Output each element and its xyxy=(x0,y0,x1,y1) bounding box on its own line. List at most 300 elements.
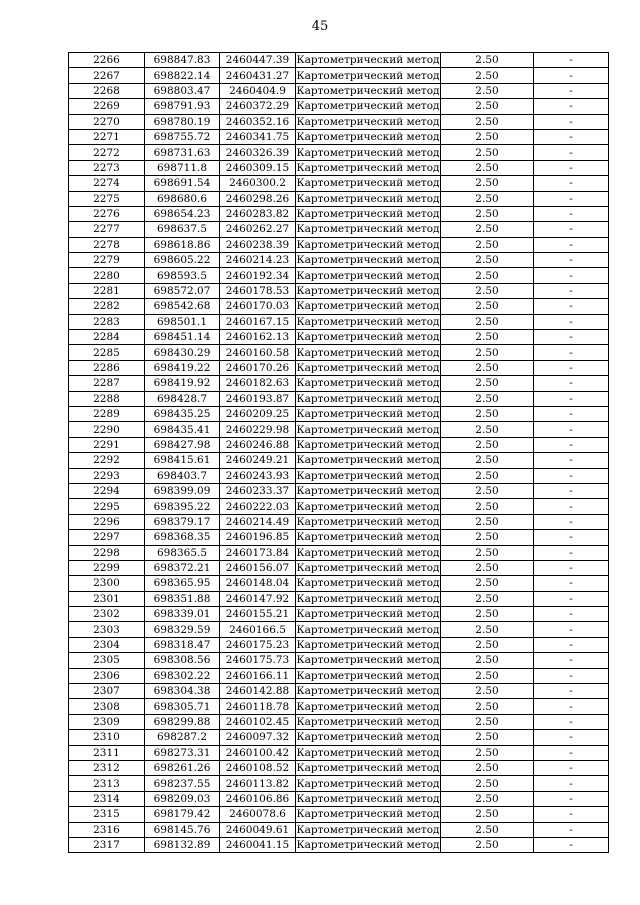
accuracy-cell: 2.50 xyxy=(441,129,534,144)
table-row xyxy=(69,330,609,345)
y-coordinate-cell: 2460193.87 xyxy=(220,391,296,406)
accuracy-cell: 2.50 xyxy=(441,607,534,622)
x-coordinate-cell: 698755.72 xyxy=(145,129,220,144)
method-cell: Картометрический метод xyxy=(296,423,440,436)
accuracy-cell: 2.50 xyxy=(441,637,534,652)
y-coordinate-cell: 2460309.15 xyxy=(220,160,296,175)
accuracy-cell: 2.50 xyxy=(441,206,534,221)
y-coordinate-cell: 2460372.29 xyxy=(220,99,296,114)
x-coordinate-cell: 698542.68 xyxy=(145,299,220,314)
description-cell: - xyxy=(534,607,609,622)
table-row xyxy=(69,622,609,637)
description-cell: - xyxy=(534,483,609,498)
description-cell: - xyxy=(534,53,609,68)
method-cell: Картометрический метод xyxy=(296,377,440,390)
table-row xyxy=(69,837,609,852)
description-cell: - xyxy=(534,514,609,529)
method-cell: Картометрический метод xyxy=(296,392,440,405)
y-coordinate-cell: 2460283.82 xyxy=(220,206,296,221)
accuracy-cell: 2.50 xyxy=(441,576,534,591)
table-row xyxy=(69,406,609,421)
accuracy-cell: 2.50 xyxy=(441,253,534,268)
y-coordinate-cell: 2460238.39 xyxy=(220,237,296,252)
method-cell: Картометрический метод xyxy=(296,362,440,374)
point-number-cell: 2280 xyxy=(69,268,145,283)
y-coordinate-cell: 2460097.32 xyxy=(220,730,296,745)
point-number-cell: 2317 xyxy=(69,837,145,852)
y-coordinate-cell: 2460175.73 xyxy=(220,653,296,668)
x-coordinate-cell: 698451.14 xyxy=(145,330,220,345)
x-coordinate-cell: 698365.95 xyxy=(145,576,220,591)
x-coordinate-cell: 698654.23 xyxy=(145,206,220,221)
y-coordinate-cell: 2460106.86 xyxy=(220,791,296,806)
point-number-cell: 2282 xyxy=(69,299,145,314)
method-cell: Картометрический метод xyxy=(296,54,440,67)
point-number-cell: 2279 xyxy=(69,253,145,268)
y-coordinate-cell: 2460182.63 xyxy=(220,376,296,391)
y-coordinate-cell: 2460341.75 xyxy=(220,129,296,144)
accuracy-cell: 2.50 xyxy=(441,760,534,775)
method-cell: Картометрический метод xyxy=(296,315,440,328)
point-number-cell: 2315 xyxy=(69,807,145,822)
accuracy-cell: 2.50 xyxy=(441,453,534,468)
x-coordinate-cell: 698680.6 xyxy=(145,191,220,206)
table-row xyxy=(69,237,609,252)
accuracy-cell: 2.50 xyxy=(441,807,534,822)
table-row xyxy=(69,283,609,298)
y-coordinate-cell: 2460404.9 xyxy=(220,83,296,98)
method-cell: Картометрический метод xyxy=(296,131,440,144)
table-row xyxy=(69,668,609,683)
point-number-cell: 2299 xyxy=(69,560,145,575)
description-cell: - xyxy=(534,299,609,314)
description-cell: - xyxy=(534,776,609,791)
table-row xyxy=(69,83,609,98)
y-coordinate-cell: 2460243.93 xyxy=(220,468,296,483)
y-coordinate-cell: 2460175.23 xyxy=(220,637,296,652)
method-cell: Картометрический метод xyxy=(296,454,440,467)
x-coordinate-cell: 698803.47 xyxy=(145,83,220,98)
x-coordinate-cell: 698304.38 xyxy=(145,684,220,699)
y-coordinate-cell: 2460166.11 xyxy=(220,668,296,683)
accuracy-cell: 2.50 xyxy=(441,237,534,252)
y-coordinate-cell: 2460078.6 xyxy=(220,807,296,822)
point-number-cell: 2292 xyxy=(69,453,145,468)
x-coordinate-cell: 698822.14 xyxy=(145,68,220,83)
description-cell: - xyxy=(534,760,609,775)
description-cell: - xyxy=(534,191,609,206)
description-cell: - xyxy=(534,145,609,160)
table-row xyxy=(69,591,609,606)
accuracy-cell: 2.50 xyxy=(441,514,534,529)
point-number-cell: 2270 xyxy=(69,114,145,129)
method-cell: Картометрический метод xyxy=(296,469,440,482)
y-coordinate-cell: 2460155.21 xyxy=(220,607,296,622)
method-cell: Картометрический метод xyxy=(296,438,440,451)
point-number-cell: 2286 xyxy=(69,360,145,375)
method-cell: Картометрический метод xyxy=(296,208,440,221)
description-cell: - xyxy=(534,330,609,345)
description-cell: - xyxy=(534,653,609,668)
coordinates-table-body xyxy=(69,53,609,853)
y-coordinate-cell: 2460142.88 xyxy=(220,684,296,699)
table-row xyxy=(69,530,609,545)
table-row xyxy=(69,576,609,591)
accuracy-cell: 2.50 xyxy=(441,268,534,283)
y-coordinate-cell: 2460249.21 xyxy=(220,453,296,468)
x-coordinate-cell: 698179.42 xyxy=(145,807,220,822)
table-row xyxy=(69,253,609,268)
coordinates-table xyxy=(68,52,609,853)
x-coordinate-cell: 698379.17 xyxy=(145,514,220,529)
description-cell: - xyxy=(534,699,609,714)
point-number-cell: 2309 xyxy=(69,714,145,729)
description-cell: - xyxy=(534,283,609,298)
x-coordinate-cell: 698593.5 xyxy=(145,268,220,283)
point-number-cell: 2307 xyxy=(69,684,145,699)
accuracy-cell: 2.50 xyxy=(441,222,534,237)
point-number-cell: 2305 xyxy=(69,653,145,668)
description-cell: - xyxy=(534,253,609,268)
point-number-cell: 2266 xyxy=(69,53,145,68)
accuracy-cell: 2.50 xyxy=(441,791,534,806)
point-number-cell: 2314 xyxy=(69,791,145,806)
x-coordinate-cell: 698691.54 xyxy=(145,176,220,191)
y-coordinate-cell: 2460352.16 xyxy=(220,114,296,129)
table-row xyxy=(69,607,609,622)
description-cell: - xyxy=(534,222,609,237)
description-cell: - xyxy=(534,237,609,252)
point-number-cell: 2306 xyxy=(69,668,145,683)
description-cell: - xyxy=(534,176,609,191)
accuracy-cell: 2.50 xyxy=(441,714,534,729)
method-cell: Картометрический метод xyxy=(296,746,440,759)
accuracy-cell: 2.50 xyxy=(441,668,534,683)
table-row xyxy=(69,483,609,498)
x-coordinate-cell: 698501.1 xyxy=(145,314,220,329)
x-coordinate-cell: 698637.5 xyxy=(145,222,220,237)
accuracy-cell: 2.50 xyxy=(441,53,534,68)
point-number-cell: 2272 xyxy=(69,145,145,160)
y-coordinate-cell: 2460431.27 xyxy=(220,68,296,83)
point-number-cell: 2267 xyxy=(69,68,145,83)
accuracy-cell: 2.50 xyxy=(441,406,534,421)
table-row xyxy=(69,499,609,514)
x-coordinate-cell: 698618.86 xyxy=(145,237,220,252)
x-coordinate-cell: 698395.22 xyxy=(145,499,220,514)
table-row xyxy=(69,684,609,699)
accuracy-cell: 2.50 xyxy=(441,83,534,98)
description-cell: - xyxy=(534,730,609,745)
point-number-cell: 2287 xyxy=(69,376,145,391)
accuracy-cell: 2.50 xyxy=(441,745,534,760)
table-row xyxy=(69,807,609,822)
y-coordinate-cell: 2460147.92 xyxy=(220,591,296,606)
x-coordinate-cell: 698415.61 xyxy=(145,453,220,468)
y-coordinate-cell: 2460196.85 xyxy=(220,530,296,545)
point-number-cell: 2298 xyxy=(69,545,145,560)
accuracy-cell: 2.50 xyxy=(441,622,534,637)
method-cell: Картометрический метод xyxy=(296,69,440,82)
point-number-cell: 2312 xyxy=(69,760,145,775)
y-coordinate-cell: 2460148.04 xyxy=(220,576,296,591)
accuracy-cell: 2.50 xyxy=(441,114,534,129)
method-cell: Картометрический метод xyxy=(296,161,440,174)
method-cell: Картометрический метод xyxy=(296,269,440,282)
accuracy-cell: 2.50 xyxy=(441,330,534,345)
accuracy-cell: 2.50 xyxy=(441,299,534,314)
point-number-cell: 2302 xyxy=(69,607,145,622)
method-cell: Картометрический метод xyxy=(296,839,440,852)
y-coordinate-cell: 2460447.39 xyxy=(220,53,296,68)
x-coordinate-cell: 698351.88 xyxy=(145,591,220,606)
description-cell: - xyxy=(534,684,609,699)
y-coordinate-cell: 2460192.34 xyxy=(220,268,296,283)
y-coordinate-cell: 2460108.52 xyxy=(220,760,296,775)
table-row xyxy=(69,791,609,806)
point-number-cell: 2278 xyxy=(69,237,145,252)
x-coordinate-cell: 698365.5 xyxy=(145,545,220,560)
x-coordinate-cell: 698791.93 xyxy=(145,99,220,114)
table-row xyxy=(69,299,609,314)
method-cell: Картометрический метод xyxy=(296,254,440,267)
description-cell: - xyxy=(534,791,609,806)
y-coordinate-cell: 2460229.98 xyxy=(220,422,296,437)
accuracy-cell: 2.50 xyxy=(441,345,534,360)
table-row xyxy=(69,422,609,437)
accuracy-cell: 2.50 xyxy=(441,283,534,298)
method-cell: Картометрический метод xyxy=(296,623,440,636)
accuracy-cell: 2.50 xyxy=(441,191,534,206)
x-coordinate-cell: 698329.59 xyxy=(145,622,220,637)
accuracy-cell: 2.50 xyxy=(441,699,534,714)
method-cell: Картометрический метод xyxy=(296,808,440,821)
point-number-cell: 2308 xyxy=(69,699,145,714)
method-cell: Картометрический метод xyxy=(296,669,440,682)
description-cell: - xyxy=(534,206,609,221)
table-row xyxy=(69,68,609,83)
description-cell: - xyxy=(534,714,609,729)
point-number-cell: 2281 xyxy=(69,283,145,298)
description-cell: - xyxy=(534,406,609,421)
point-number-cell: 2291 xyxy=(69,437,145,452)
description-cell: - xyxy=(534,668,609,683)
y-coordinate-cell: 2460246.88 xyxy=(220,437,296,452)
point-number-cell: 2300 xyxy=(69,576,145,591)
x-coordinate-cell: 698308.56 xyxy=(145,653,220,668)
y-coordinate-cell: 2460118.78 xyxy=(220,699,296,714)
y-coordinate-cell: 2460209.25 xyxy=(220,406,296,421)
method-cell: Картометрический метод xyxy=(296,608,440,621)
x-coordinate-cell: 698305.71 xyxy=(145,699,220,714)
accuracy-cell: 2.50 xyxy=(441,499,534,514)
table-row xyxy=(69,745,609,760)
table-row xyxy=(69,222,609,237)
accuracy-cell: 2.50 xyxy=(441,591,534,606)
table-row xyxy=(69,822,609,837)
table-row xyxy=(69,637,609,652)
method-cell: Картометрический метод xyxy=(296,408,440,421)
description-cell: - xyxy=(534,560,609,575)
description-cell: - xyxy=(534,437,609,452)
description-cell: - xyxy=(534,160,609,175)
method-cell: Картометрический метод xyxy=(296,715,440,728)
method-cell: Картометрический метод xyxy=(296,700,440,713)
description-cell: - xyxy=(534,376,609,391)
description-cell: - xyxy=(534,807,609,822)
x-coordinate-cell: 698780.19 xyxy=(145,114,220,129)
description-cell: - xyxy=(534,129,609,144)
description-cell: - xyxy=(534,68,609,83)
description-cell: - xyxy=(534,576,609,591)
method-cell: Картометрический метод xyxy=(296,823,440,836)
x-coordinate-cell: 698847.83 xyxy=(145,53,220,68)
description-cell: - xyxy=(534,822,609,837)
point-number-cell: 2284 xyxy=(69,330,145,345)
point-number-cell: 2275 xyxy=(69,191,145,206)
method-cell: Картометрический метод xyxy=(296,639,440,652)
point-number-cell: 2288 xyxy=(69,391,145,406)
point-number-cell: 2313 xyxy=(69,776,145,791)
y-coordinate-cell: 2460214.49 xyxy=(220,514,296,529)
accuracy-cell: 2.50 xyxy=(441,314,534,329)
y-coordinate-cell: 2460160.58 xyxy=(220,345,296,360)
point-number-cell: 2289 xyxy=(69,406,145,421)
table-row xyxy=(69,714,609,729)
method-cell: Картометрический метод xyxy=(296,731,440,744)
method-cell: Картометрический метод xyxy=(296,177,440,190)
point-number-cell: 2271 xyxy=(69,129,145,144)
point-number-cell: 2310 xyxy=(69,730,145,745)
x-coordinate-cell: 698430.29 xyxy=(145,345,220,360)
x-coordinate-cell: 698435.25 xyxy=(145,406,220,421)
method-cell: Картометрический метод xyxy=(296,115,440,128)
y-coordinate-cell: 2460102.45 xyxy=(220,714,296,729)
table-row xyxy=(69,730,609,745)
table-row xyxy=(69,653,609,668)
table-row xyxy=(69,345,609,360)
y-coordinate-cell: 2460162.13 xyxy=(220,330,296,345)
x-coordinate-cell: 698372.21 xyxy=(145,560,220,575)
description-cell: - xyxy=(534,837,609,852)
method-cell: Картометрический метод xyxy=(296,546,440,559)
table-row xyxy=(69,514,609,529)
description-cell: - xyxy=(534,99,609,114)
method-cell: Картометрический метод xyxy=(296,238,440,251)
x-coordinate-cell: 698731.63 xyxy=(145,145,220,160)
method-cell: Картометрический метод xyxy=(296,592,440,605)
description-cell: - xyxy=(534,422,609,437)
y-coordinate-cell: 2460178.53 xyxy=(220,283,296,298)
table-row xyxy=(69,129,609,144)
accuracy-cell: 2.50 xyxy=(441,822,534,837)
point-number-cell: 2296 xyxy=(69,514,145,529)
x-coordinate-cell: 698273.31 xyxy=(145,745,220,760)
x-coordinate-cell: 698428.7 xyxy=(145,391,220,406)
y-coordinate-cell: 2460300.2 xyxy=(220,176,296,191)
method-cell: Картометрический метод xyxy=(296,331,440,344)
accuracy-cell: 2.50 xyxy=(441,776,534,791)
table-row xyxy=(69,699,609,714)
point-number-cell: 2297 xyxy=(69,530,145,545)
accuracy-cell: 2.50 xyxy=(441,391,534,406)
description-cell: - xyxy=(534,591,609,606)
point-number-cell: 2276 xyxy=(69,206,145,221)
x-coordinate-cell: 698339.01 xyxy=(145,607,220,622)
table-row xyxy=(69,53,609,68)
description-cell: - xyxy=(534,745,609,760)
table-row xyxy=(69,776,609,791)
point-number-cell: 2274 xyxy=(69,176,145,191)
point-number-cell: 2269 xyxy=(69,99,145,114)
x-coordinate-cell: 698237.55 xyxy=(145,776,220,791)
table-row xyxy=(69,314,609,329)
method-cell: Картометрический метод xyxy=(296,346,440,359)
method-cell: Картометрический метод xyxy=(296,300,440,313)
method-cell: Картометрический метод xyxy=(296,685,440,698)
method-cell: Картометрический метод xyxy=(296,654,440,667)
x-coordinate-cell: 698368.35 xyxy=(145,530,220,545)
x-coordinate-cell: 698318.47 xyxy=(145,637,220,652)
method-cell: Картометрический метод xyxy=(296,285,440,298)
method-cell: Картометрический метод xyxy=(296,192,440,205)
accuracy-cell: 2.50 xyxy=(441,376,534,391)
table-row xyxy=(69,268,609,283)
accuracy-cell: 2.50 xyxy=(441,360,534,375)
accuracy-cell: 2.50 xyxy=(441,653,534,668)
accuracy-cell: 2.50 xyxy=(441,684,534,699)
x-coordinate-cell: 698302.22 xyxy=(145,668,220,683)
method-cell: Картометрический метод xyxy=(296,515,440,528)
point-number-cell: 2277 xyxy=(69,222,145,237)
description-cell: - xyxy=(534,360,609,375)
x-coordinate-cell: 698299.88 xyxy=(145,714,220,729)
table-row xyxy=(69,560,609,575)
y-coordinate-cell: 2460041.15 xyxy=(220,837,296,852)
table-row xyxy=(69,468,609,483)
x-coordinate-cell: 698132.89 xyxy=(145,837,220,852)
table-row xyxy=(69,437,609,452)
method-cell: Картометрический метод xyxy=(296,485,440,498)
x-coordinate-cell: 698287.2 xyxy=(145,730,220,745)
method-cell: Картометрический метод xyxy=(296,500,440,513)
table-row xyxy=(69,206,609,221)
table-row xyxy=(69,145,609,160)
accuracy-cell: 2.50 xyxy=(441,560,534,575)
x-coordinate-cell: 698419.92 xyxy=(145,376,220,391)
description-cell: - xyxy=(534,499,609,514)
table-row xyxy=(69,376,609,391)
point-number-cell: 2290 xyxy=(69,422,145,437)
accuracy-cell: 2.50 xyxy=(441,99,534,114)
accuracy-cell: 2.50 xyxy=(441,837,534,852)
y-coordinate-cell: 2460156.07 xyxy=(220,560,296,575)
description-cell: - xyxy=(534,468,609,483)
method-cell: Картометрический метод xyxy=(296,223,440,236)
description-cell: - xyxy=(534,83,609,98)
y-coordinate-cell: 2460262.27 xyxy=(220,222,296,237)
description-cell: - xyxy=(534,314,609,329)
y-coordinate-cell: 2460173.84 xyxy=(220,545,296,560)
table-row xyxy=(69,760,609,775)
y-coordinate-cell: 2460167.15 xyxy=(220,314,296,329)
point-number-cell: 2294 xyxy=(69,483,145,498)
table-row xyxy=(69,191,609,206)
x-coordinate-cell: 698605.22 xyxy=(145,253,220,268)
y-coordinate-cell: 2460170.26 xyxy=(220,360,296,375)
accuracy-cell: 2.50 xyxy=(441,545,534,560)
table-row xyxy=(69,114,609,129)
